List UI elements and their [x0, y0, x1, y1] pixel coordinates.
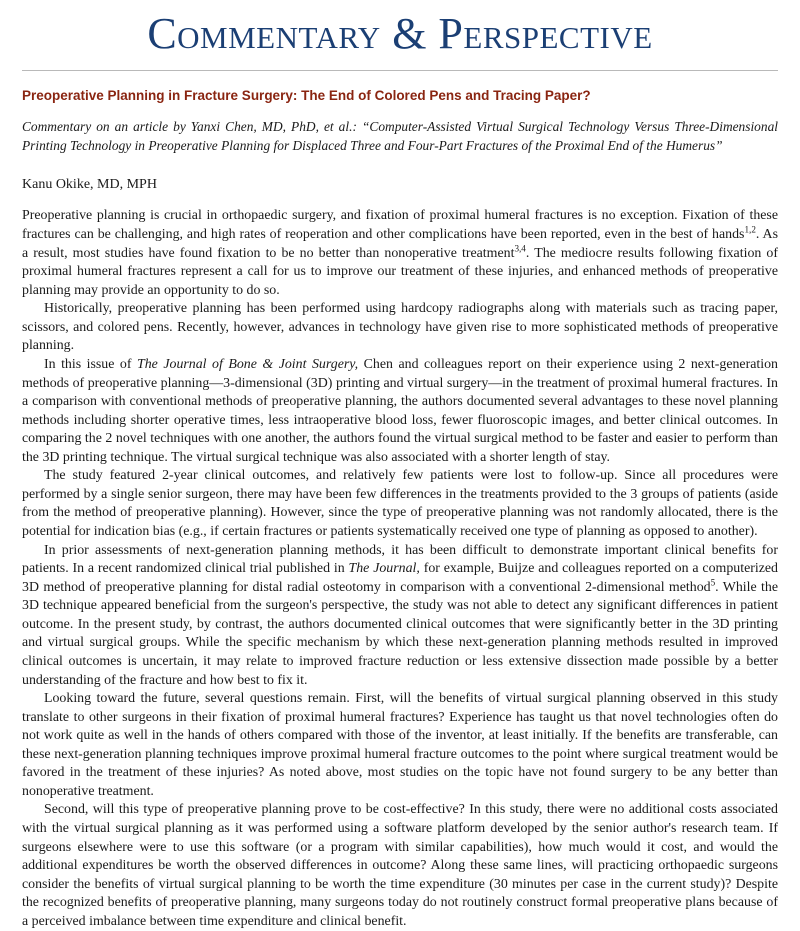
- article-body: [22, 207, 778, 931]
- paragraph-3: [22, 356, 778, 467]
- commentary-source-line: Commentary on an article by Yanxi Chen, MD, PhD, et al.: “Computer-Assisted Virtual Surgical Technology Versus Three-Dimensional Printing Technology in Preoperative Planning for Displaced Three and Four-Part Fractures of the Proximal End of the Humerus”: [22, 119, 778, 154]
- paragraph-1-part-c: . The mediocre results following fixation of proximal humeral fractures represent a call for us to improve our treatment of these injuries, and enhanced methods of preoperative planning may provide an opportunity to do so.: [22, 245, 778, 298]
- paragraph-2: Historically, preoperative planning has been performed using hardcopy radiographs along with materials such as tracing paper, scissors, and colored pens. Recently, however, advances in technology have given rise to more sophisticated methods of preoperative planning.: [22, 301, 778, 354]
- paragraph-1-part-b: . As a result, most studies have found fixation to be no better than nonoperative treatment: [22, 227, 778, 261]
- author-byline: Kanu Okike, MD, MPH: [22, 177, 157, 193]
- paragraph-5-part-c: . While the 3D technique appeared beneficial from the surgeon's perspective, the study was not able to detect any significant differences in patient outcome. In the present study, by contrast, the authors documented clinical outcomes that were significantly better in the 3D printing and virtual surgical groups. While the specific mechanism by which these next-generation planning methods resulted in improved clinical outcomes is uncertain, it may relate to improved fracture reduction or less extensive dissection made possible by a better understanding of the fracture and how best to fix it.: [22, 579, 778, 688]
- article-title: Preoperative Planning in Fracture Surgery: The End of Colored Pens and Tracing Paper?: [22, 87, 591, 103]
- paragraph-7: Second, will this type of preoperative planning prove to be cost-effective? In this study, there were no additional costs associated with the virtual surgical planning as it was performed using a software platform developed by the senior author's research team. If surgeons elsewhere were to use this software (or a program with similar capabilities), how much would it cost, and would the additional expenditures be worth the observed differences in outcome? Along these same lines, will practicing orthopaedic surgeons consider the benefits of virtual surgical planning to be worth the time expenditure (30 minutes per case in the current study)? Despite the recognized benefits of preoperative planning, many surgeons today do not routinely construct formal preoperative plans because of a perceived imbalance between time expenditure and clinical benefit.: [22, 802, 778, 929]
- journal-name-jbjs: The Journal of Bone & Joint Surgery,: [137, 356, 359, 372]
- masthead: [22, 0, 778, 64]
- citation-3-4: 3,4: [514, 242, 526, 253]
- paragraph-3-part-a: In this issue of: [44, 356, 137, 372]
- paragraph-1: [22, 207, 778, 300]
- paragraph-5-part-a: In prior assessments of next-generation planning methods, it has been difficult to demonstrate important clinical benefits for patients. In a recent randomized clinical trial published in: [22, 542, 778, 577]
- masthead-title: Commentary & Perspective: [147, 9, 653, 58]
- paragraph-5-part-b: for example, Buijze and colleagues reported on a computerized 3D method of preoperative planning for distal radial osteotomy in comparison with a conventional 2-dimensional method: [22, 561, 778, 595]
- paragraph-4: The study featured 2-year clinical outcomes, and relatively few patients were lost to follow-up. Since all procedures were performed by a single senior surgeon, there may have been few differences in the treatments provided to the 3 groups of patients (aside from the method of preoperative planning). However, since the type of preoperative planning was not randomly allocated, there is the potential for indication bias (e.g., if certain fractures or patients systematically received one type of planning as opposed to another).: [22, 468, 778, 540]
- paragraph-5: [22, 542, 778, 691]
- journal-name-the-journal: The Journal,: [348, 561, 420, 577]
- citation-1-2: 1,2: [744, 224, 756, 235]
- paragraph-6: Looking toward the future, several questions remain. First, will the benefits of virtual surgical planning observed in this study translate to other surgeons in their fixation of proximal humeral fractures? Experience has taught us that novel technologies often do not work quite as well in the hands of others compared with those of the inventor, at least initially. If the benefits are transferable, can these next-generation planning techniques improve proximal humeral fracture outcomes to the point where surgical treatment would be favored in the treatment of these injuries? As noted above, most studies on the topic have not found surgery to be any better than nonoperative treatment.: [22, 691, 778, 799]
- header-divider: [22, 70, 778, 71]
- paragraph-3-part-b: Chen and colleagues report on their experience using 2 next-generation methods of preoperative planning—3-dimensional (3D) printing and virtual surgery—in the treatment of proximal humeral fractures. In a comparison with conventional methods of preoperative planning, the authors documented several advantages to these novel planning methods including shorter operative times, less intraoperative blood loss, fewer fluoroscopic images, and better clinical outcomes. In comparing the 2 novel techniques with one another, the authors found the virtual surgical method to be faster and easier to perform than the 3D printing technique. The virtual surgical technique was also associated with a shorter length of stay.: [22, 356, 778, 465]
- citation-5: 5: [710, 577, 716, 588]
- paragraph-1-part-a: Preoperative planning is crucial in orthopaedic surgery, and fixation of proximal humeral fractures is no exception. Fixation of these fractures can be challenging, and high rates of reoperation and other complications have been reported, even in the best of hands: [22, 208, 778, 243]
